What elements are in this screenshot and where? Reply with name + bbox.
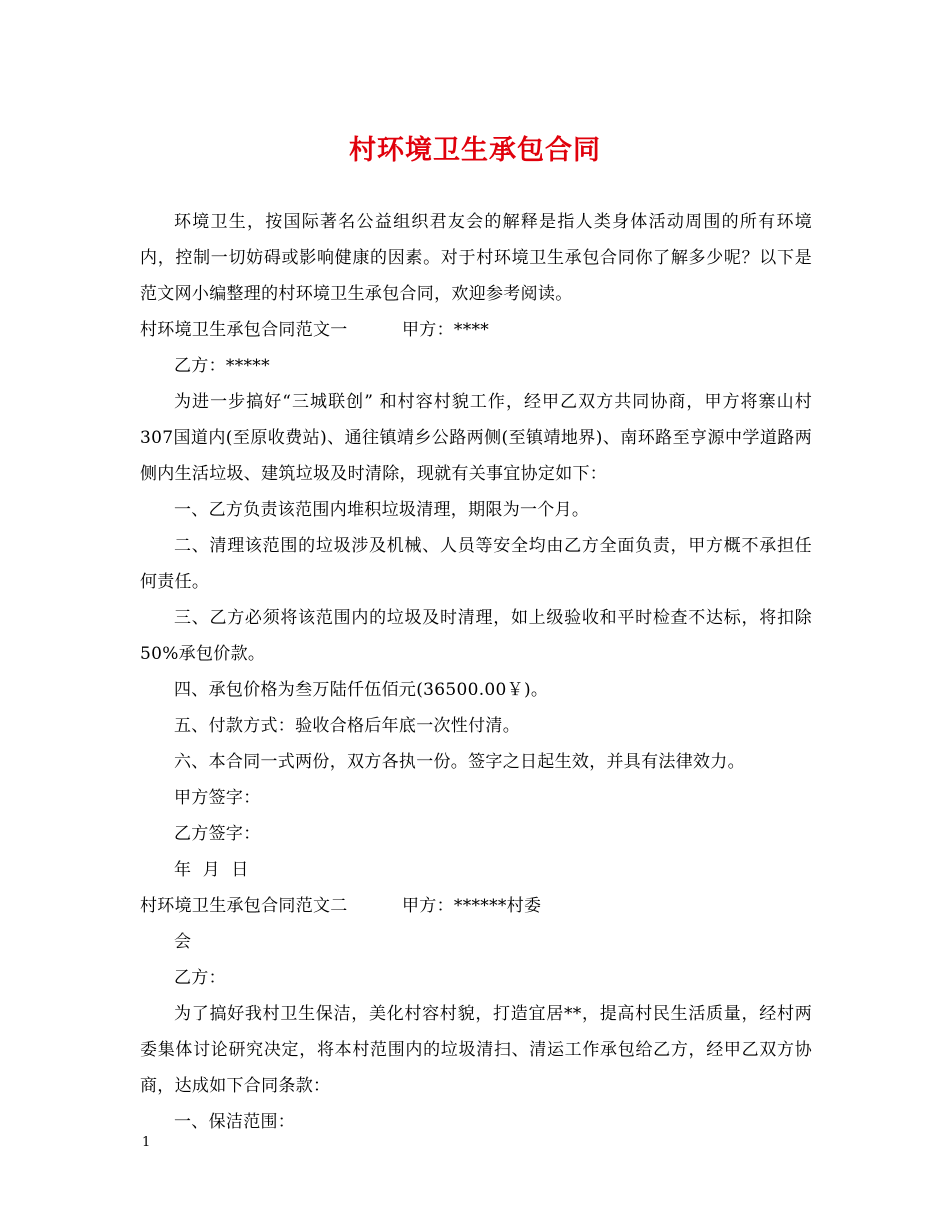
- sample1-party-b: 乙方：*****: [174, 356, 270, 376]
- sample1-date: 年 月 日: [174, 860, 249, 880]
- page-number: 1: [142, 1135, 151, 1150]
- sample2-clause-1: 一、保洁范围：: [174, 1112, 296, 1132]
- document-title: 村环境卫生承包合同: [349, 135, 601, 166]
- sample1-clause-4: 四、承包价格为叁万陆仟伍佰元(36500.00￥)。: [174, 680, 549, 700]
- sample1-clause-3: 三、乙方必须将该范围内的垃圾及时清理，如上级验收和平时检查不达标，将扣除50%承包价款。: [140, 608, 812, 664]
- sample1-preamble: 为进一步搞好“三城联创” 和村容村貌工作，经甲乙双方共同协商，甲方将寨山村307国道内(至原收费站)、通往镇靖乡公路两侧(至镇靖地界)、南环路至亨源中学道路两侧内生活垃圾、建筑垃圾及时清除，现就有关事宜协定如下：: [140, 392, 812, 484]
- intro-paragraph: 环境卫生，按国际著名公益组织君友会的解释是指人类身体活动周围的所有环境内，控制一切妨碍或影响健康的因素。对于村环境卫生承包合同你了解多少呢？以下是范文网小编整理的村环境卫生承包合同，欢迎参考阅读。: [140, 212, 812, 304]
- sample1-clause-1: 一、乙方负责该范围内堆积垃圾清理，期限为一个月。: [174, 500, 590, 520]
- sample2-heading-row: [140, 888, 812, 924]
- sample2-heading: 村环境卫生承包合同范文二: [140, 896, 348, 916]
- sample2-preamble: 为了搞好我村卫生保洁，美化村容村貌，打造宜居**，提高村民生活质量，经村两委集体讨论研究决定，将本村范围内的垃圾清扫、清运工作承包给乙方，经甲乙双方协商，达成如下合同条款：: [140, 1004, 812, 1096]
- sample1-sign-b: 乙方签字：: [174, 824, 261, 844]
- sample1-clause-6: 六、本合同一式两份，双方各执一份。签字之日起生效，并具有法律效力。: [174, 752, 745, 772]
- document-body: [140, 204, 812, 1140]
- sample1-heading-row: [140, 312, 812, 348]
- sample1-party-a: 甲方：****: [402, 320, 490, 340]
- sample1-sign-a: 甲方签字：: [174, 788, 261, 808]
- sample2-party-a-continued: 会: [174, 932, 192, 952]
- sample2-party-b: 乙方：: [174, 968, 226, 988]
- sample1-heading: 村环境卫生承包合同范文一: [140, 320, 348, 340]
- sample1-clause-2: 二、清理该范围的垃圾涉及机械、人员等安全均由乙方全面负责，甲方概不承担任何责任。: [140, 536, 812, 592]
- sample2-party-a: 甲方：******村委: [402, 896, 542, 916]
- sample1-clause-5: 五、付款方式：验收合格后年底一次性付清。: [174, 716, 520, 736]
